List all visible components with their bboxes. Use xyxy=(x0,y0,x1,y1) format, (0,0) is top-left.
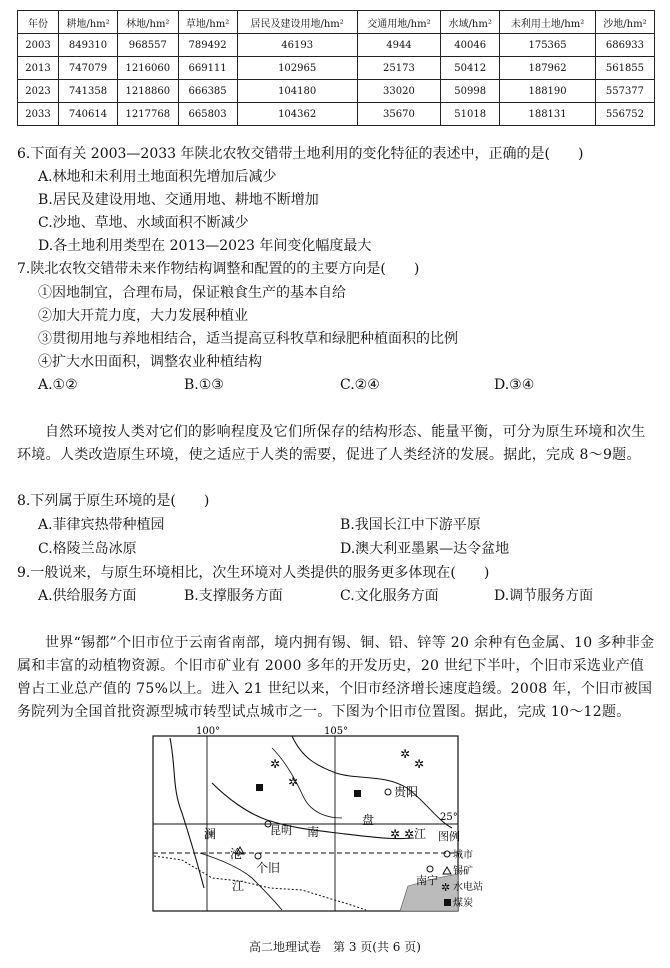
legend-city: 城市 xyxy=(453,850,473,861)
table-cell: 4944 xyxy=(357,34,440,57)
q7-item-3: ③贯彻用地与养地相结合，适当提高豆科牧草和绿肥种植面积的比例 xyxy=(38,331,458,347)
table-cell: 188131 xyxy=(500,103,596,126)
table-cell: 686933 xyxy=(595,34,654,57)
table-cell: 25173 xyxy=(357,57,440,80)
hydropower-icon: ✲ xyxy=(270,757,281,771)
table-cell: 33020 xyxy=(357,80,440,103)
table-cell: 665803 xyxy=(178,103,237,126)
legend-coal: 煤炭 xyxy=(453,898,473,909)
th-transport: 交通用地/hm² xyxy=(357,11,440,34)
table-row xyxy=(18,34,655,57)
q8-option-b: B.我国长江中下游平原 xyxy=(340,517,481,533)
table-cell: 102965 xyxy=(237,57,357,80)
q8-option-a: A.菲律宾热带种植园 xyxy=(38,517,165,533)
q7-option-b: B.①③ xyxy=(184,377,224,393)
th-grassland: 草地/hm² xyxy=(178,11,237,34)
table-cell: 789492 xyxy=(178,34,237,57)
table-cell: 849310 xyxy=(59,34,118,57)
hydropower-icon: ✲ xyxy=(400,747,411,761)
q9-option-b: B.支撑服务方面 xyxy=(184,588,283,604)
table-cell: 175365 xyxy=(500,34,596,57)
q7-item-1: ①因地制宜，合理布局，保证粮食生产的基本自给 xyxy=(38,285,346,301)
q9-stem: 9.一般说来，与原生环境相比，次生环境对人类提供的服务更多体现在( ) xyxy=(17,565,490,581)
map-lon-105: 105° xyxy=(324,726,349,737)
river-label-cang: 沧 xyxy=(230,847,243,861)
table-cell: 1217768 xyxy=(118,103,179,126)
th-forest: 林地/hm² xyxy=(118,11,179,34)
hydropower-icon: ✲ xyxy=(414,757,425,771)
q6-option-b: B.居民及建设用地、交通用地、耕地不断增加 xyxy=(38,192,319,208)
river-label-lan: 澜 xyxy=(204,827,217,841)
table-cell: 557377 xyxy=(595,80,654,103)
table-cell: 2023 xyxy=(18,80,59,103)
table-header-row xyxy=(18,11,655,34)
table-row xyxy=(18,103,655,126)
table-cell: 104362 xyxy=(237,103,357,126)
legend-coal-icon xyxy=(444,899,451,906)
q8-option-d: D.澳大利亚墨累—达令盆地 xyxy=(340,541,510,557)
table-cell: 35670 xyxy=(357,103,440,126)
table-cell: 40046 xyxy=(441,34,500,57)
table-cell: 50412 xyxy=(441,57,500,80)
table-cell: 741358 xyxy=(59,80,118,103)
q8-option-c: C.格陵兰岛冰原 xyxy=(38,541,137,557)
table-row xyxy=(18,57,655,80)
table-row xyxy=(18,80,655,103)
table-cell: 46193 xyxy=(237,34,357,57)
q7-item-2: ②加大开荒力度，大力发展种植业 xyxy=(38,308,248,324)
table-cell: 747079 xyxy=(59,57,118,80)
river-label-nan: 南 xyxy=(307,825,320,839)
th-sandland: 沙地/hm² xyxy=(595,11,654,34)
q6-option-d: D.各土地利用类型在 2013—2023 年间变化幅度最大 xyxy=(38,238,372,254)
q7-option-d: D.③④ xyxy=(494,377,535,393)
coal-icon xyxy=(256,784,263,791)
th-residential: 居民及建设用地/hm² xyxy=(237,11,357,34)
q8-stem: 8.下列属于原生环境的是( ) xyxy=(17,493,210,509)
coal-icon xyxy=(354,790,361,797)
table-cell: 1216060 xyxy=(118,57,179,80)
passage-gejiu: 世界“锡都”个旧市位于云南省南部，境内拥有锡、铜、铅、锌等 20 余种有色金属、10 多种非金属和丰富的动植物资源。个旧市矿业有 2000 多年的开发历史，20 世纪下半叶，个旧市采选业产值曾占工业总产值的 75%以上。进入 21 世纪以来，个旧市经济增长速度趋缓。2008 年，个旧市被国务院列为全国首批资源型城市转型试点城市之一。下图为个旧市位置图。据此，完成 10～12题。 xyxy=(17,635,655,720)
gejiu-location-map xyxy=(152,726,483,914)
map-lon-100: 100° xyxy=(196,726,221,737)
table-cell: 50998 xyxy=(441,80,500,103)
passage-environment: 自然环境按人类对它们的影响程度及它们所保存的结构形态、能量平衡，可分为原生环境和次生环境。人类改造原生环境，使之适应于人类的需要，促进了人类经济的发展。据此，完成 8～9题。 xyxy=(17,424,646,463)
table-cell: 669111 xyxy=(178,57,237,80)
table-cell: 2013 xyxy=(18,57,59,80)
table-cell: 187962 xyxy=(500,57,596,80)
table-cell: 666385 xyxy=(178,80,237,103)
q9-option-a: A.供给服务方面 xyxy=(38,588,137,604)
table-cell: 2033 xyxy=(18,103,59,126)
city-gejiu: 个旧 xyxy=(256,861,281,875)
table-cell: 968557 xyxy=(118,34,179,57)
land-use-table xyxy=(17,10,655,126)
q9-option-d: D.调节服务方面 xyxy=(494,588,594,604)
th-year: 年份 xyxy=(18,11,59,34)
th-water: 水域/hm² xyxy=(441,11,500,34)
table-cell: 556752 xyxy=(595,103,654,126)
table-cell: 2003 xyxy=(18,34,59,57)
table-cell: 561855 xyxy=(595,57,654,80)
table-cell: 51018 xyxy=(441,103,500,126)
hydropower-icon: ✲ xyxy=(390,827,401,841)
river-label-pan: 盘 xyxy=(362,813,375,827)
q6-option-a: A.林地和未利用土地面积先增加后减少 xyxy=(38,169,277,185)
table-cell: 188190 xyxy=(500,80,596,103)
city-guiyang: 贵阳 xyxy=(394,785,419,799)
q7-option-a: A.①② xyxy=(38,377,78,393)
q6-stem: 6.下面有关 2003—2033 年陕北农牧交错带土地利用的变化特征的表述中，正确的是( ) xyxy=(17,146,584,162)
legend-title: 图例 xyxy=(438,830,460,843)
q7-stem: 7.陕北农牧交错带未来作物结构调整和配置的的主要方向是( ) xyxy=(17,261,420,277)
q7-item-4: ④扩大水田面积，调整农业种植结构 xyxy=(38,354,262,370)
q7-option-c: C.②④ xyxy=(340,377,380,393)
hydropower-icon: ✲ xyxy=(288,775,299,789)
map-lat-25: 25° xyxy=(440,812,458,823)
hydropower-icon: ✲ xyxy=(404,827,415,841)
table-cell: 104180 xyxy=(237,80,357,103)
legend-hydropower-icon: ✲ xyxy=(441,881,451,894)
q9-option-c: C.文化服务方面 xyxy=(340,588,439,604)
legend-tin: 锡矿 xyxy=(453,866,473,877)
th-farmland: 耕地/hm² xyxy=(59,11,118,34)
th-unused: 未利用土地/hm² xyxy=(500,11,596,34)
river-label-jiang-1: 江 xyxy=(232,879,245,893)
river-label-jiang-2: 江 xyxy=(414,827,427,841)
page-footer: 高二地理试卷 第 3 页(共 6 页) xyxy=(249,940,421,954)
legend-hydropower: 水电站 xyxy=(453,882,483,893)
city-nanning: 南宁 xyxy=(416,874,438,887)
table-cell: 1218860 xyxy=(118,80,179,103)
city-kunming: 昆明 xyxy=(270,824,292,837)
q6-option-c: C.沙地、草地、水域面积不断减少 xyxy=(38,215,249,231)
table-cell: 740614 xyxy=(59,103,118,126)
